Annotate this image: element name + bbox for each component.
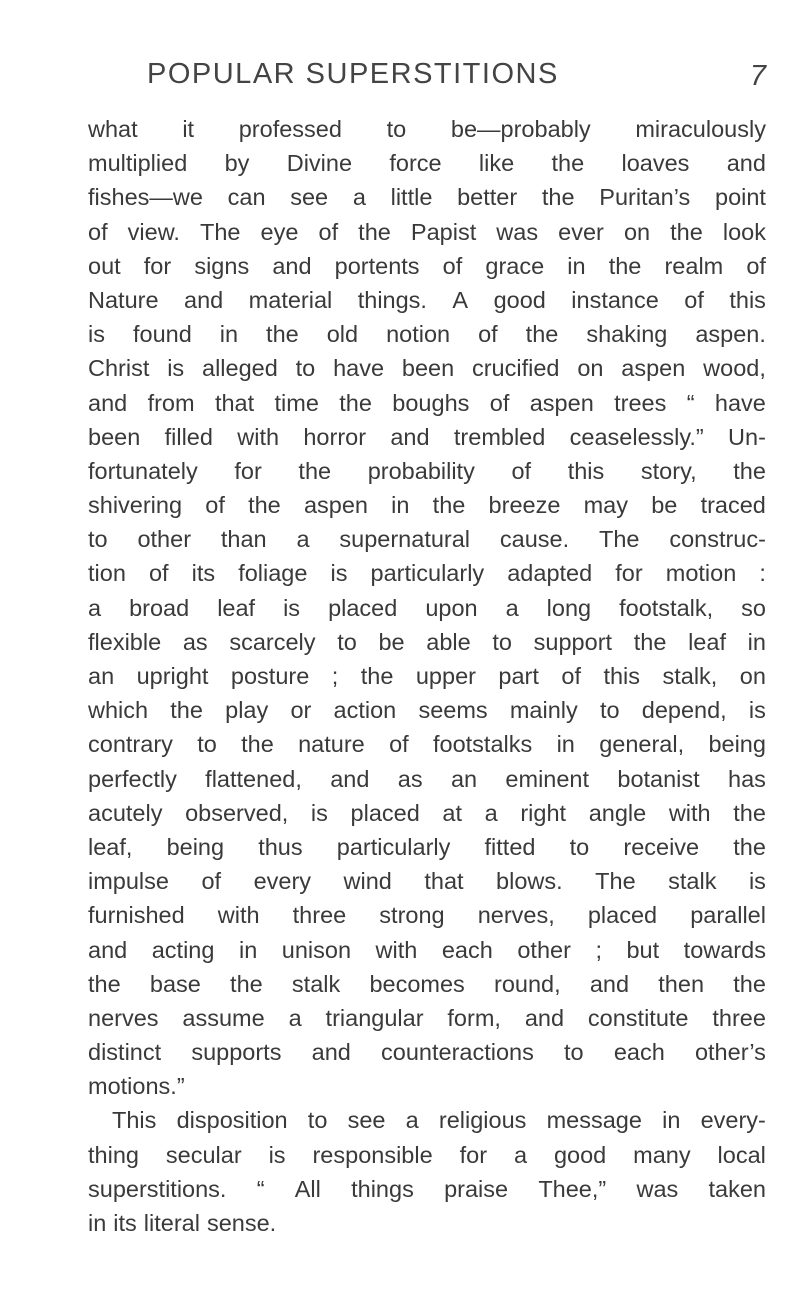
text-line: This disposition to see a religious message in every- bbox=[112, 1107, 766, 1134]
text-line: impulse of every wind that blows. The stalk is bbox=[88, 868, 766, 895]
text-line: perfectly flattened, and as an eminent botanist has bbox=[88, 765, 766, 792]
text-line: leaf, being thus particularly fitted to receive the bbox=[88, 833, 766, 860]
text-line: motions.” bbox=[88, 1073, 185, 1100]
text-line: a broad leaf is placed upon a long footstalk, so bbox=[88, 594, 766, 621]
text-line: contrary to the nature of footstalks in general, being bbox=[88, 731, 766, 758]
text-line: an upright posture ; the upper part of this stalk, on bbox=[88, 663, 766, 689]
text-line: distinct supports and counteractions to each other’s bbox=[88, 1039, 766, 1066]
page-number: 7 bbox=[749, 60, 766, 92]
text-line: tion of its foliage is particularly adapted for motion : bbox=[88, 560, 766, 587]
text-line: the base the stalk becomes round, and then the bbox=[88, 970, 766, 997]
text-line: in its literal sense. bbox=[88, 1210, 277, 1236]
running-title: POPULAR SUPERSTITIONS bbox=[147, 58, 559, 90]
text-line: to other than a supernatural cause. The construc- bbox=[88, 526, 766, 553]
text-line: Christ is alleged to have been crucified on aspen wood, bbox=[88, 355, 766, 382]
body-text bbox=[88, 112, 766, 1240]
text-line: out for signs and portents of grace in the realm of bbox=[88, 252, 766, 279]
text-line: of view. The eye of the Papist was ever on the look bbox=[88, 218, 766, 245]
text-line: flexible as scarcely to be able to support the leaf in bbox=[88, 628, 766, 655]
text-line: nerves assume a triangular form, and constitute three bbox=[88, 1004, 766, 1031]
text-line: been filled with horror and trembled ceaselessly.” Un- bbox=[88, 423, 766, 450]
text-line: multiplied by Divine force like the loaves and bbox=[88, 150, 766, 177]
text-line: shivering of the aspen in the breeze may be traced bbox=[88, 492, 766, 519]
text-line: acutely observed, is placed at a right angle with the bbox=[88, 799, 766, 826]
text-line: fortunately for the probability of this story, the bbox=[88, 457, 766, 484]
text-line: what it professed to be—probably miraculously bbox=[88, 116, 766, 142]
text-line: which the play or action seems mainly to depend, is bbox=[88, 697, 766, 724]
text-line: Nature and material things. A good instance of this bbox=[88, 286, 766, 313]
text-line: superstitions. “ All things praise Thee,” was taken bbox=[88, 1175, 766, 1202]
running-head bbox=[100, 58, 766, 104]
text-line: fishes—we can see a little better the Puritan’s point bbox=[88, 184, 766, 211]
text-line: thing secular is responsible for a good many local bbox=[88, 1141, 766, 1168]
text-line: and acting in unison with each other ; but towards bbox=[88, 936, 766, 963]
text-line: furnished with three strong nerves, placed parallel bbox=[88, 902, 766, 929]
text-line: is found in the old notion of the shaking aspen. bbox=[88, 321, 766, 348]
text-line: and from that time the boughs of aspen trees “ have bbox=[88, 389, 766, 416]
